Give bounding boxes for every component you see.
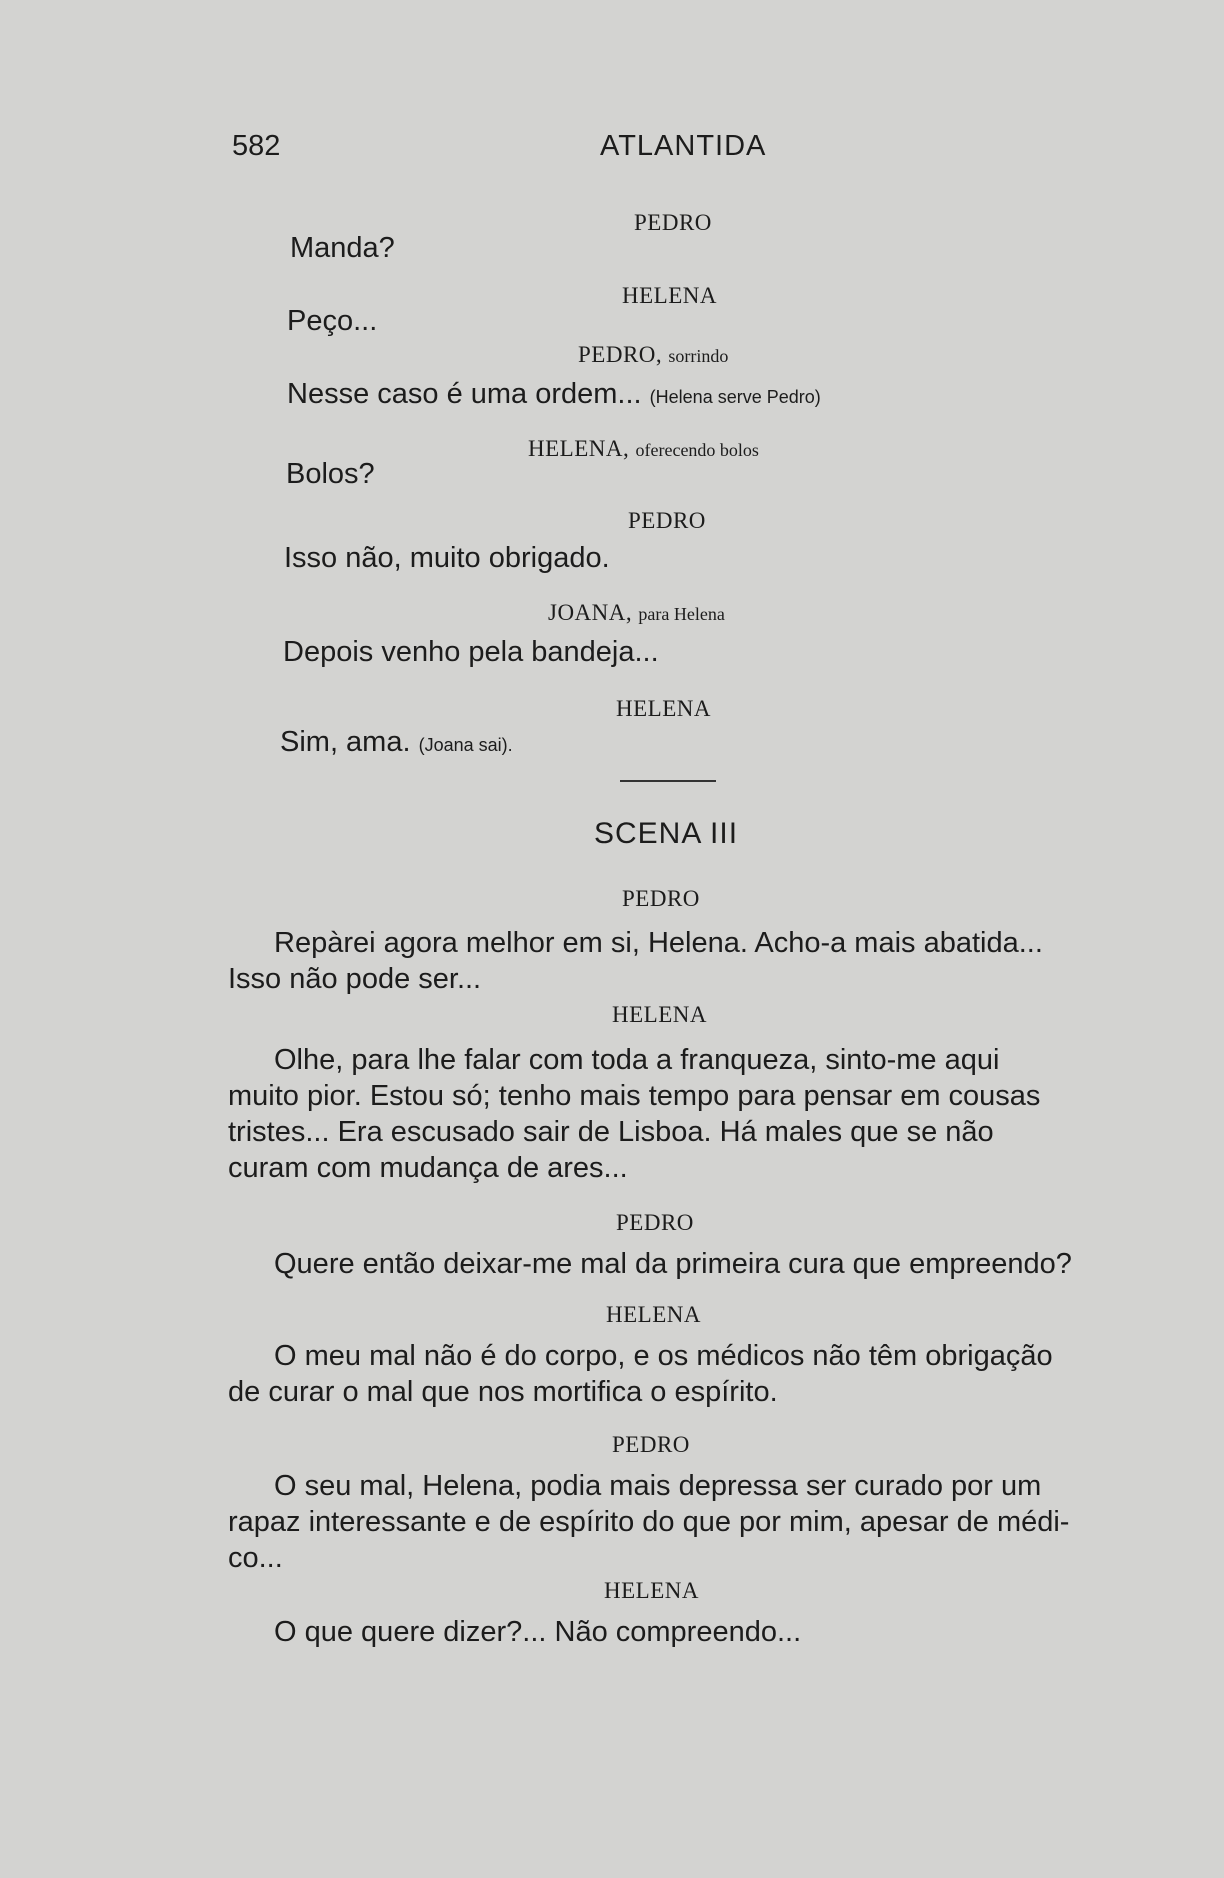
speech-line: Depois venho pela bandeja... (283, 636, 659, 668)
speaker-label: PEDRO (616, 1210, 694, 1235)
stage-direction: oferecendo bolos (635, 440, 759, 460)
scene-title: SCENA III (594, 817, 739, 850)
stage-direction: para Helena (638, 604, 725, 624)
speech-line: Nesse caso é uma ordem... (Helena serve Pedro) (287, 378, 821, 410)
speaker-label: HELENA (612, 1002, 707, 1027)
speaker-label (578, 342, 728, 368)
dialogue-paragraph: O que quere dizer?... Não compreendo... (274, 1616, 802, 1648)
speaker-name: PEDRO, (578, 342, 669, 367)
section-divider (620, 780, 716, 782)
stage-direction: (Joana sai). (418, 735, 513, 755)
speaker-label: PEDRO (634, 210, 712, 235)
stage-direction: sorrindo (668, 346, 729, 366)
stage-direction: (Helena serve Pedro) (649, 387, 821, 407)
speaker-label: HELENA (616, 696, 711, 721)
speaker-label: HELENA (606, 1302, 701, 1327)
speaker-label: PEDRO (622, 886, 700, 911)
speech-line: Bolos? (286, 458, 375, 490)
dialogue-paragraph: O seu mal, Helena, podia mais depressa ser curado por um rapaz interessante e de espírito do que por mim, apesar de médi- co... (228, 1470, 1070, 1574)
speaker-name: HELENA, (528, 436, 636, 461)
speaker-label (548, 600, 725, 626)
dialogue-paragraph: Repàrei agora melhor em si, Helena. Acho-a mais abatida... Isso não pode ser... (228, 927, 1043, 995)
page-number: 582 (232, 130, 281, 162)
speech-line: Peço... (287, 305, 378, 337)
running-title: ATLANTIDA (600, 130, 767, 162)
dialogue-paragraph: Quere então deixar-me mal da primeira cura que empreendo? (274, 1248, 1072, 1280)
speaker-label: HELENA (604, 1578, 699, 1603)
speaker-label: PEDRO (628, 508, 706, 533)
speaker-label (528, 436, 759, 462)
speech-line: Isso não, muito obrigado. (284, 542, 610, 574)
speech-line: Sim, ama. (Joana sai). (280, 726, 513, 758)
speaker-label: HELENA (622, 283, 717, 308)
speaker-name: JOANA, (548, 600, 639, 625)
speech-line: Manda? (290, 232, 395, 264)
speaker-label: PEDRO (612, 1432, 690, 1457)
dialogue-paragraph: Olhe, para lhe falar com toda a franqueza, sinto-me aqui muito pior. Estou só; tenho mais tempo para pensar em cousas tristes... Era escusado sair de Lisboa. Há males que se não curam com mudança de ares... (228, 1044, 1041, 1184)
dialogue-paragraph: O meu mal não é do corpo, e os médicos não têm obrigação de curar o mal que nos mortifica o espírito. (228, 1340, 1053, 1408)
